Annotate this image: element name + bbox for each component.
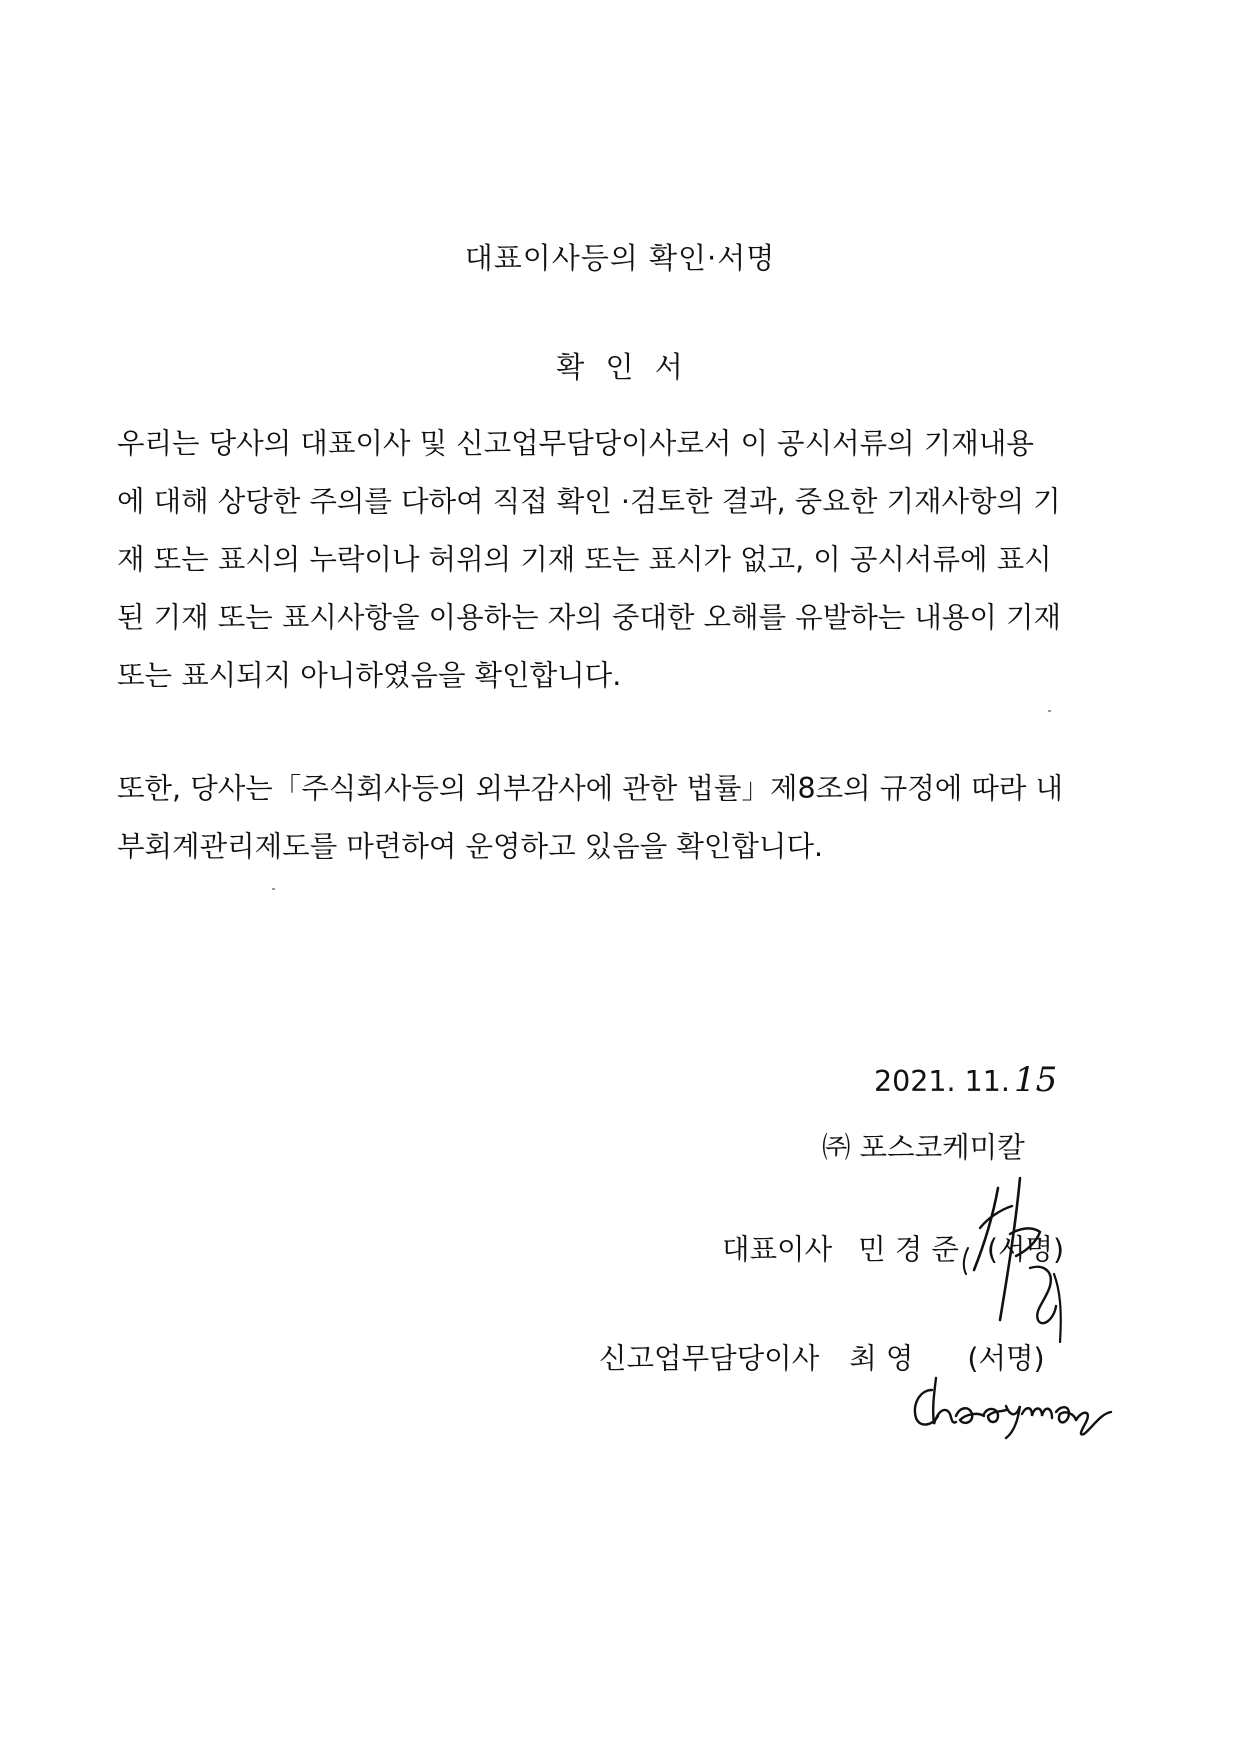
- paragraph-line: 부회계관리제도를 마련하여 운영하고 있음을 확인합니다.: [117, 830, 824, 863]
- date-printed: 2021. 11.: [874, 1065, 1010, 1098]
- cfo-signature-line: [599, 1342, 1045, 1375]
- ceo-title: 대표이사: [722, 1233, 833, 1266]
- ceo-sign-label: (서명): [986, 1233, 1065, 1266]
- scan-speck: [1048, 710, 1051, 712]
- date-day-handwritten: 15: [1013, 1060, 1058, 1100]
- cfo-name: 최 영: [849, 1342, 914, 1375]
- paragraph-line: 우리는 당사의 대표이사 및 신고업무담당이사로서 이 공시서류의 기재내용: [117, 427, 1034, 460]
- scan-speck: [272, 888, 275, 890]
- company-name: ㈜ 포스코케미칼: [822, 1131, 1025, 1164]
- cfo-title: 신고업무담당이사: [599, 1342, 820, 1375]
- paragraph-line: 재 또는 표시의 누락이나 허위의 기재 또는 표시가 없고, 이 공시서류에 표시: [117, 543, 1052, 576]
- paragraph-line: 또는 표시되지 아니하였음을 확인합니다.: [117, 659, 622, 692]
- document-subtitle: 확 인 서: [556, 350, 684, 384]
- cfo-sign-label: (서명): [967, 1342, 1045, 1375]
- paragraph-line: 에 대해 상당한 주의를 다하여 직접 확인 ·검토한 결과, 중요한 기재사항의 기: [117, 485, 1061, 518]
- paragraph-line: 된 기재 또는 표시사항을 이용하는 자의 중대한 오해를 유발하는 내용이 기재: [117, 601, 1062, 634]
- document-title: 대표이사등의 확인·서명: [464, 241, 776, 275]
- paragraph-line: 또한, 당사는「주식회사등의 외부감사에 관한 법률」제8조의 규정에 따라 내: [117, 772, 1064, 805]
- document-date: [874, 1060, 1058, 1100]
- ceo-signature-line: [722, 1233, 1065, 1266]
- ceo-name: 민 경 준: [858, 1233, 959, 1266]
- cfo-handwritten-signature: [906, 1370, 1116, 1440]
